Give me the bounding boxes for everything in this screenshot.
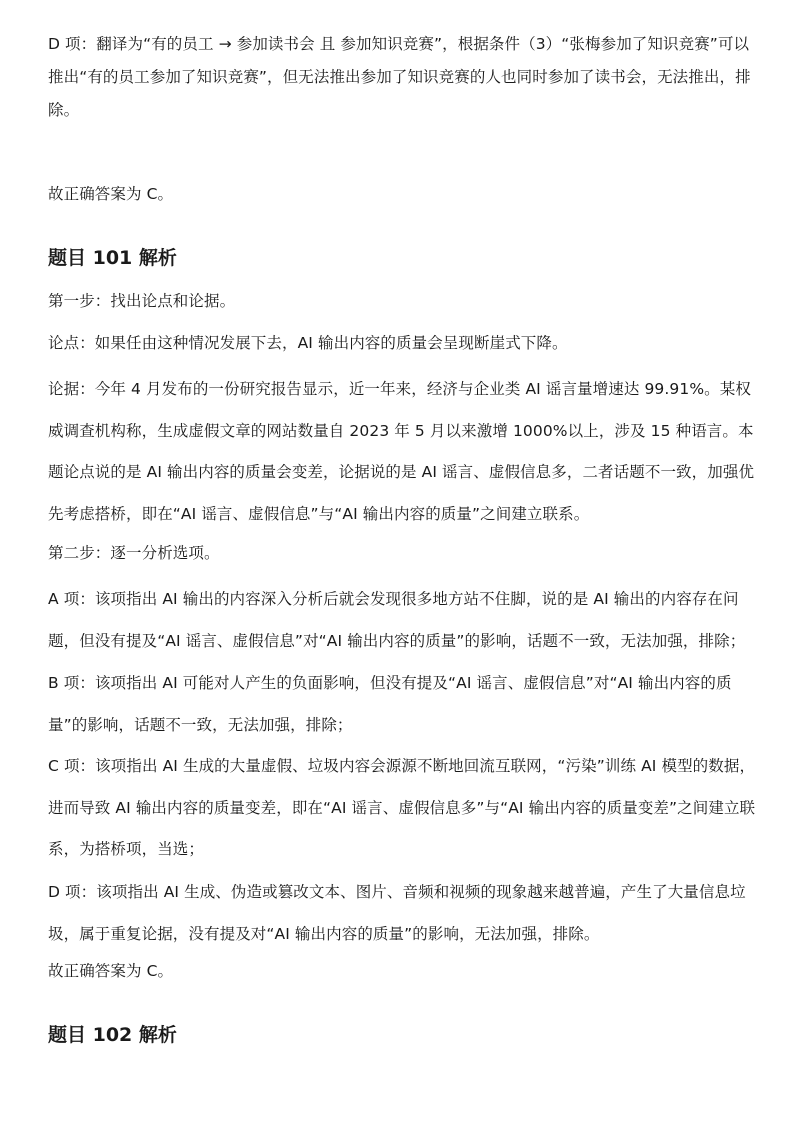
q101-heading: 题目 101 解析	[48, 247, 177, 269]
q101-step-one: 第一步：找出论点和论据。	[48, 292, 236, 310]
q101-option-c: C 项：该项指出 AI 生成的大量虚假、垃圾内容会源源不断地回流互联网，“污染”训练 AI 模型的数据，进而导致 AI 输出内容的质量变差，即在“AI 谣言、虚假信息多”与“AI 输出内容的质量变差”之间建立联系，为搭桥项，当选；	[48, 757, 756, 858]
q101-step-two: 第二步：逐一分析选项。	[48, 544, 220, 562]
q101-evidence: 论据：今年 4 月发布的一份研究报告显示，近一年来，经济与企业类 AI 谣言量增速达 99.91%。某权威调查机构称，生成虚假文章的网站数量自 2023 年 5 月以来激增 1000%以上，涉及 15 种语言。本题论点说的是 AI 输出内容的质量会变差，论据说的是 AI 谣言、虚假信息多，二者话题不一致，加强优先考虑搭桥，即在“AI 谣言、虚假信息”与“AI 输出内容的质量”之间建立联系。	[48, 380, 755, 523]
q101-thesis: 论点：如果任由这种情况发展下去，AI 输出内容的质量会呈现断崖式下降。	[48, 334, 568, 352]
q101-option-b: B 项：该项指出 AI 可能对人产生的负面影响，但没有提及“AI 谣言、虚假信息”对“AI 输出内容的质量”的影响，话题不一致，无法加强，排除；	[48, 674, 732, 734]
q102-heading: 题目 102 解析	[48, 1024, 177, 1046]
q101-option-a: A 项：该项指出 AI 输出的内容深入分析后就会发现很多地方站不住脚，说的是 AI 输出的内容存在问题，但没有提及“AI 谣言、虚假信息”对“AI 输出内容的质量”的影响，话题不一致，无法加强，排除；	[48, 590, 746, 650]
intro-option-d: D 项：翻译为“有的员工 → 参加读书会 且 参加知识竞赛”，根据条件（3）“张梅参加了知识竞赛”可以推出“有的员工参加了知识竞赛”，但无法推出参加了知识竞赛的人也同时参加了读书会，无法推出，排除。	[48, 35, 751, 119]
q101-answer: 故正确答案为 C。	[48, 962, 174, 980]
intro-answer: 故正确答案为 C。	[48, 185, 174, 203]
q101-option-d: D 项：该项指出 AI 生成、伪造或篡改文本、图片、音频和视频的现象越来越普遍，产生了大量信息垃圾，属于重复论据，没有提及对“AI 输出内容的质量”的影响，无法加强，排除。	[48, 883, 746, 943]
